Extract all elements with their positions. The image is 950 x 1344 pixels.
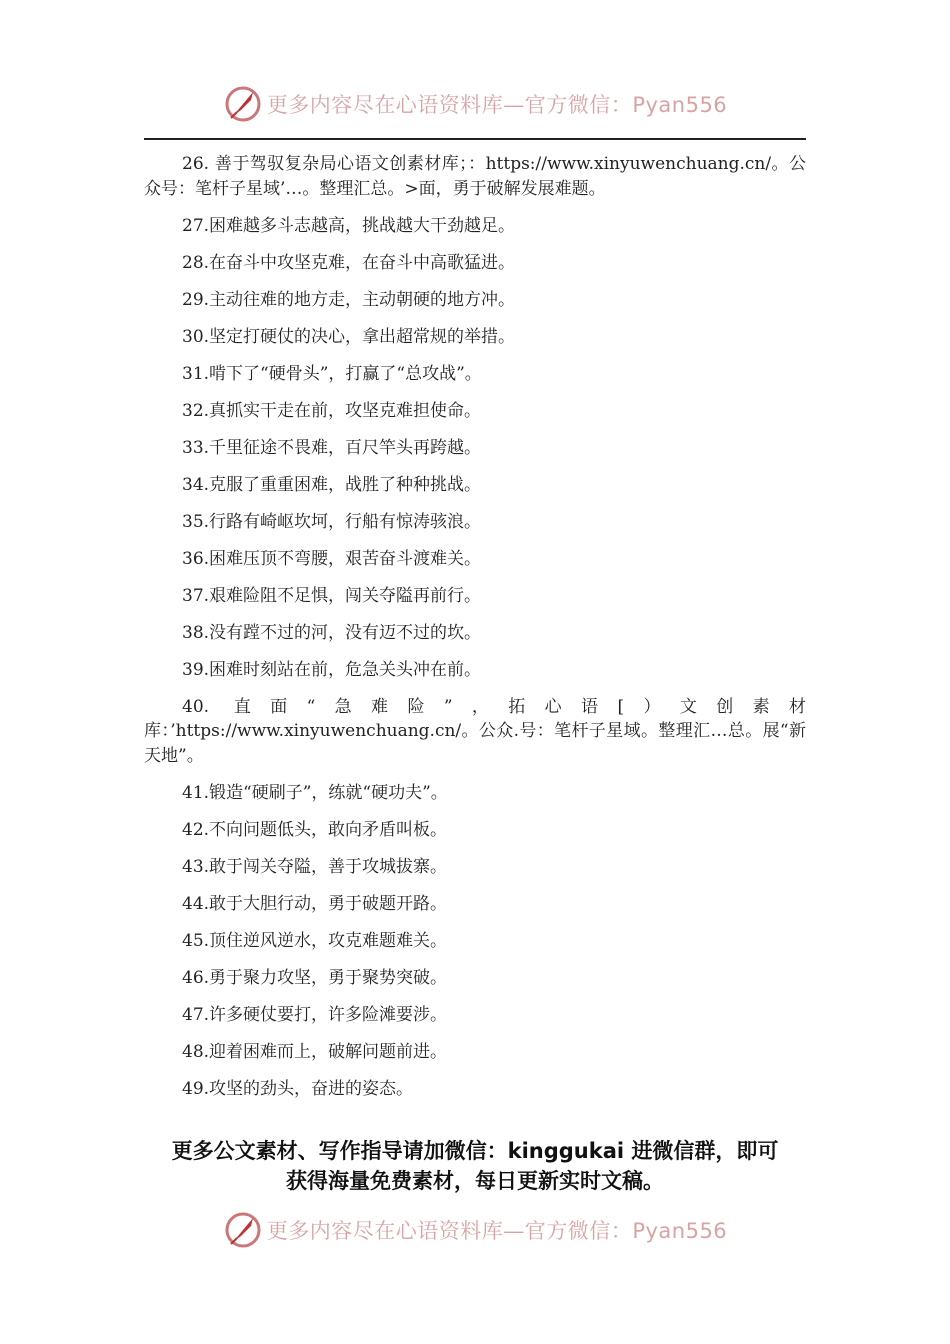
list-item: 39.困难时刻站在前，危急关头冲在前。 <box>182 659 482 680</box>
list-item: 43.敢于闯关夺隘，善于攻城拔寨。 <box>182 856 448 877</box>
document-body <box>144 152 806 1114</box>
list-item: 46.勇于聚力攻坚，勇于聚势突破。 <box>182 967 448 988</box>
page-header-banner <box>0 82 950 126</box>
list-item: 41.锻造“硬刷子”，练就“硬功夫”。 <box>182 782 448 803</box>
list-item: 42.不向问题低头，敢向矛盾叫板。 <box>182 819 448 840</box>
list-item: 45.顶住逆风逆水，攻克难题难关。 <box>182 930 448 951</box>
list-item: 38.没有蹚不过的河，没有迈不过的坎。 <box>182 622 482 643</box>
list-item: 26. 善于驾驭复杂局心语文创素材库；：https://www.xinyuwenchuang.cn/。公众号：笔杆子星域’…。整理汇总。>面，勇于破解发展难题。 <box>144 154 806 199</box>
page-footer-banner <box>0 1208 950 1252</box>
list-item: 48.迎着困难而上，破解问题前进。 <box>182 1041 448 1062</box>
footer-banner-text: 更多内容尽在心语资料库—官方微信：Pyan556 <box>266 1219 728 1243</box>
header-banner-text: 更多内容尽在心语资料库—官方微信：Pyan556 <box>266 93 728 117</box>
promo-line-1: 更多公文素材、写作指导请加微信：kinggukai 进微信群，即可 <box>171 1139 779 1163</box>
list-item: 33.千里征途不畏难，百尺竿头再跨越。 <box>182 437 482 458</box>
promo-line-2: 获得海量免费素材，每日更新实时文稿。 <box>286 1169 664 1193</box>
promo-notice <box>0 1136 950 1196</box>
list-item: 37.艰难险阻不足惧，闯关夺隘再前行。 <box>182 585 482 606</box>
quill-logo-icon <box>223 1210 263 1250</box>
header-divider <box>144 138 806 140</box>
quill-logo-icon <box>223 84 263 124</box>
list-item: 31.啃下了“硬骨头”，打赢了“总攻战”。 <box>182 363 482 384</box>
list-item: 27.困难越多斗志越高，挑战越大干劲越足。 <box>182 215 516 236</box>
list-item: 32.真抓实干走在前，攻坚克难担使命。 <box>182 400 482 421</box>
list-item: 36.困难压顶不弯腰，艰苦奋斗渡难关。 <box>182 548 482 569</box>
list-item: 28.在奋斗中攻坚克难，在奋斗中高歌猛进。 <box>182 252 516 273</box>
list-item: 49.攻坚的劲头，奋进的姿态。 <box>182 1078 414 1099</box>
list-item: 47.许多硬仗要打，许多险滩要涉。 <box>182 1004 448 1025</box>
list-item: 35.行路有崎岖坎坷，行船有惊涛骇浪。 <box>182 511 482 532</box>
list-item: 44.敢于大胆行动，勇于破题开路。 <box>182 893 448 914</box>
list-item: 29.主动往难的地方走，主动朝硬的地方冲。 <box>182 289 516 310</box>
list-item: 40. 直面“急难险”，拓心语[）文创素材库：’https://www.xinyuwenchuang.cn/。公众.号：笔杆子星域。整理汇…总。展“新天地”。 <box>144 696 806 766</box>
list-item: 34.克服了重重困难，战胜了种种挑战。 <box>182 474 482 495</box>
list-item: 30.坚定打硬仗的决心，拿出超常规的举措。 <box>182 326 516 347</box>
